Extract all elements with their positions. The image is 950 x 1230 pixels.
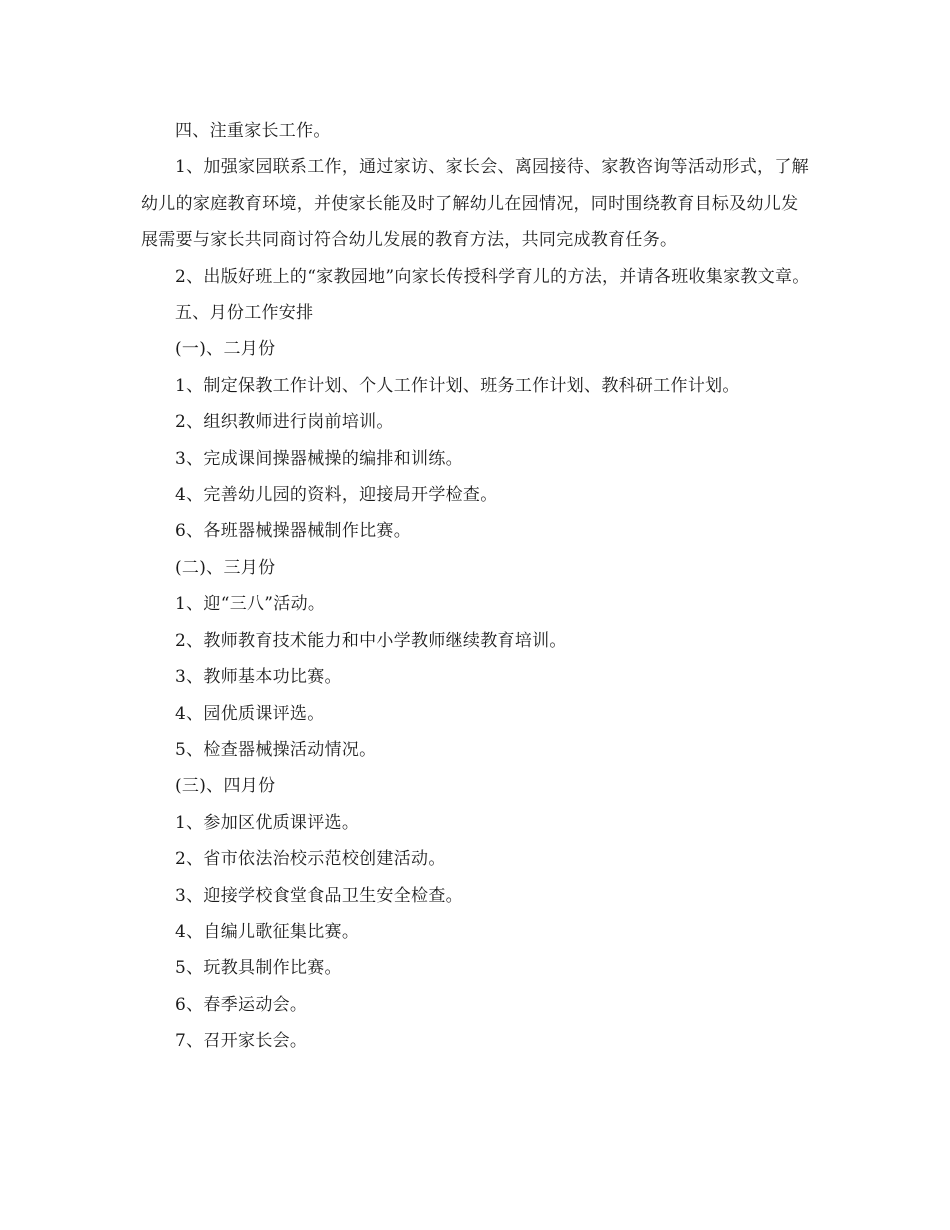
list-item: 6、春季运动会。 <box>175 994 308 1015</box>
document-body <box>141 113 811 1060</box>
list-item: 4、园优质课评选。 <box>175 703 325 724</box>
month-heading-march: (二)、三月份 <box>175 557 276 578</box>
list-item: 1、参加区优质课评选。 <box>175 812 360 833</box>
list-item: 2、省市依法治校示范校创建活动。 <box>175 849 446 870</box>
list-item: 7、召开家长会。 <box>175 1031 308 1052</box>
section-heading-monthly-schedule: 五、月份工作安排 <box>175 303 314 324</box>
list-item: 2、组织教师进行岗前培训。 <box>175 412 394 433</box>
paragraph-home-school-contact: 1、加强家园联系工作，通过家访、家长会、离园接待、家教咨询等活动形式，了解幼儿的家庭教育环境，并使家长能及时了解幼儿在园情况，同时围绕教育目标及幼儿发展需要与家长共同商讨符合幼儿发展的教育方法，共同完成教育任务。 <box>141 157 809 251</box>
list-item: 3、迎接学校食堂食品卫生安全检查。 <box>175 885 463 906</box>
list-item: 3、完成课间操器械操的编排和训练。 <box>175 448 463 469</box>
month-heading-april: (三)、四月份 <box>175 776 276 797</box>
list-item: 3、教师基本功比赛。 <box>175 667 342 688</box>
list-item: 5、检查器械操活动情况。 <box>175 739 377 760</box>
list-item: 1、迎“三八”活动。 <box>175 594 326 615</box>
list-item: 2、教师教育技术能力和中小学教师继续教育培训。 <box>175 630 567 651</box>
list-item: 1、制定保教工作计划、个人工作计划、班务工作计划、教科研工作计划。 <box>175 375 740 396</box>
list-item: 4、完善幼儿园的资料，迎接局开学检查。 <box>175 485 498 506</box>
list-item: 5、玩教具制作比赛。 <box>175 958 342 979</box>
list-item: 6、各班器械操器械制作比赛。 <box>175 521 412 542</box>
month-heading-february: (一)、二月份 <box>175 339 276 360</box>
paragraph-parenting-board: 2、出版好班上的“家教园地”向家长传授科学育儿的方法，并请各班收集家教文章。 <box>175 266 810 287</box>
list-item: 4、自编儿歌征集比赛。 <box>175 921 360 942</box>
section-heading-parent-work: 四、注重家长工作。 <box>175 121 331 141</box>
